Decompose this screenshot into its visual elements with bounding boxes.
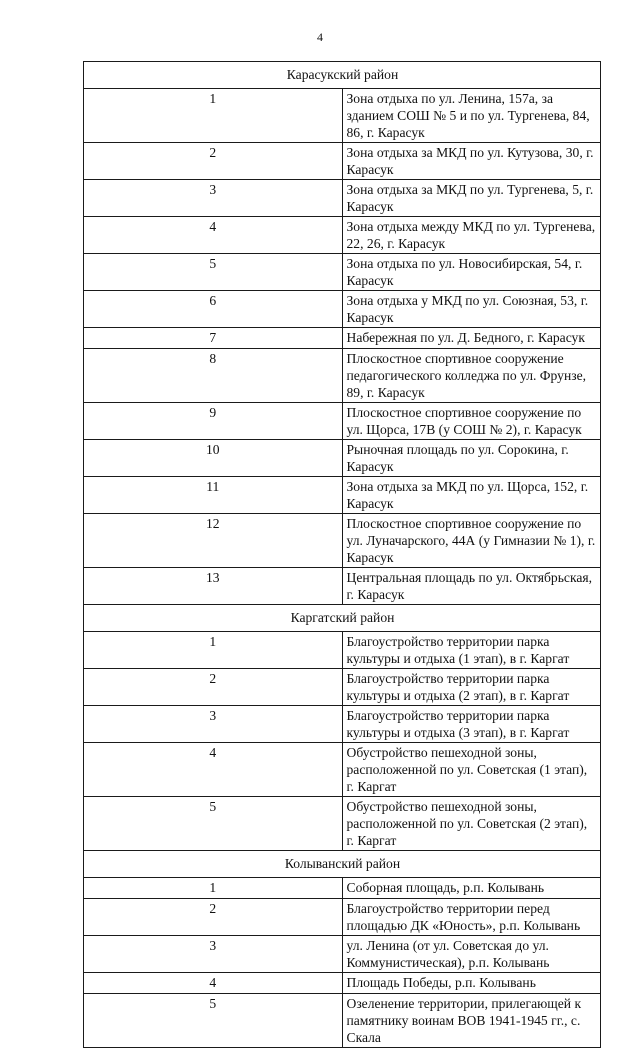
table-row xyxy=(84,477,601,514)
table-row xyxy=(84,797,601,851)
row-text: Плоскостное спортивное сооружение по ул. Щорса, 17В (у СОШ № 2), г. Карасук xyxy=(342,403,601,440)
row-number: 11 xyxy=(84,477,343,514)
table-row xyxy=(84,899,601,936)
table-row xyxy=(84,403,601,440)
table-row xyxy=(84,291,601,328)
row-text: Плоскостное спортивное сооружение педагогического колледжа по ул. Фрунзе, 89, г. Карасук xyxy=(342,349,601,403)
row-number: 5 xyxy=(84,254,343,291)
table-row xyxy=(84,669,601,706)
row-text: Зона отдыха за МКД по ул. Кутузова, 30, г. Карасук xyxy=(342,143,601,180)
row-number: 2 xyxy=(84,143,343,180)
table-row xyxy=(84,143,601,180)
row-text: ул. Ленина (от ул. Советская до ул. Коммунистическая), р.п. Колывань xyxy=(342,936,601,973)
district-title: Колыванский район xyxy=(84,851,601,878)
row-number: 1 xyxy=(84,878,343,899)
table-row xyxy=(84,743,601,797)
row-number: 4 xyxy=(84,743,343,797)
row-number: 5 xyxy=(84,994,343,1048)
row-number: 9 xyxy=(84,403,343,440)
row-number: 3 xyxy=(84,180,343,217)
table-row xyxy=(84,89,601,143)
table-row xyxy=(84,440,601,477)
row-text: Зона отдыха у МКД по ул. Союзная, 53, г. Карасук xyxy=(342,291,601,328)
row-number: 1 xyxy=(84,632,343,669)
row-text: Зона отдыха по ул. Ленина, 157а, за зданием СОШ № 5 и по ул. Тургенева, 84, 86, г. Карасук xyxy=(342,89,601,143)
table-row xyxy=(84,217,601,254)
table-row xyxy=(84,706,601,743)
row-number: 7 xyxy=(84,328,343,349)
district-header-row xyxy=(84,851,601,878)
row-text: Обустройство пешеходной зоны, расположенной по ул. Советская (2 этап), г. Каргат xyxy=(342,797,601,851)
row-number: 6 xyxy=(84,291,343,328)
table-row xyxy=(84,328,601,349)
table-row xyxy=(84,568,601,605)
row-number: 2 xyxy=(84,899,343,936)
district-header-row xyxy=(84,62,601,89)
table-row xyxy=(84,254,601,291)
row-number: 10 xyxy=(84,440,343,477)
row-text: Центральная площадь по ул. Октябрьская, г. Карасук xyxy=(342,568,601,605)
row-text: Рыночная площадь по ул. Сорокина, г. Карасук xyxy=(342,440,601,477)
district-title: Каргатский район xyxy=(84,605,601,632)
row-text: Благоустройство территории парка культуры и отдыха (3 этап), в г. Каргат xyxy=(342,706,601,743)
objects-table xyxy=(83,61,601,1048)
row-text: Зона отдыха за МКД по ул. Щорса, 152, г. Карасук xyxy=(342,477,601,514)
table-row xyxy=(84,514,601,568)
district-title: Карасукский район xyxy=(84,62,601,89)
row-number: 13 xyxy=(84,568,343,605)
row-number: 2 xyxy=(84,669,343,706)
row-text: Обустройство пешеходной зоны, расположенной по ул. Советская (1 этап), г. Каргат xyxy=(342,743,601,797)
row-number: 4 xyxy=(84,217,343,254)
table-row xyxy=(84,973,601,994)
table-row xyxy=(84,180,601,217)
table-row xyxy=(84,878,601,899)
row-number: 3 xyxy=(84,936,343,973)
row-number: 5 xyxy=(84,797,343,851)
row-text: Зона отдыха за МКД по ул. Тургенева, 5, г. Карасук xyxy=(342,180,601,217)
row-text: Озеленение территории, прилегающей к памятнику воинам ВОВ 1941-1945 гг., с. Скала xyxy=(342,994,601,1048)
page-number: 4 xyxy=(317,30,323,44)
row-text: Плоскостное спортивное сооружение по ул. Луначарского, 44А (у Гимназии № 1), г. Карасук xyxy=(342,514,601,568)
row-text: Благоустройство территории перед площадью ДК «Юность», р.п. Колывань xyxy=(342,899,601,936)
row-number: 1 xyxy=(84,89,343,143)
table-row xyxy=(84,349,601,403)
table-row xyxy=(84,994,601,1048)
row-number: 12 xyxy=(84,514,343,568)
row-number: 3 xyxy=(84,706,343,743)
row-text: Зона отдыха по ул. Новосибирская, 54, г. Карасук xyxy=(342,254,601,291)
table-row xyxy=(84,632,601,669)
row-text: Соборная площадь, р.п. Колывань xyxy=(342,878,601,899)
row-text: Площадь Победы, р.п. Колывань xyxy=(342,973,601,994)
row-text: Зона отдыха между МКД по ул. Тургенева, 22, 26, г. Карасук xyxy=(342,217,601,254)
row-number: 8 xyxy=(84,349,343,403)
row-text: Благоустройство территории парка культуры и отдыха (1 этап), в г. Каргат xyxy=(342,632,601,669)
row-text: Благоустройство территории парка культуры и отдыха (2 этап), в г. Каргат xyxy=(342,669,601,706)
row-number: 4 xyxy=(84,973,343,994)
table-row xyxy=(84,936,601,973)
district-header-row xyxy=(84,605,601,632)
row-text: Набережная по ул. Д. Бедного, г. Карасук xyxy=(342,328,601,349)
